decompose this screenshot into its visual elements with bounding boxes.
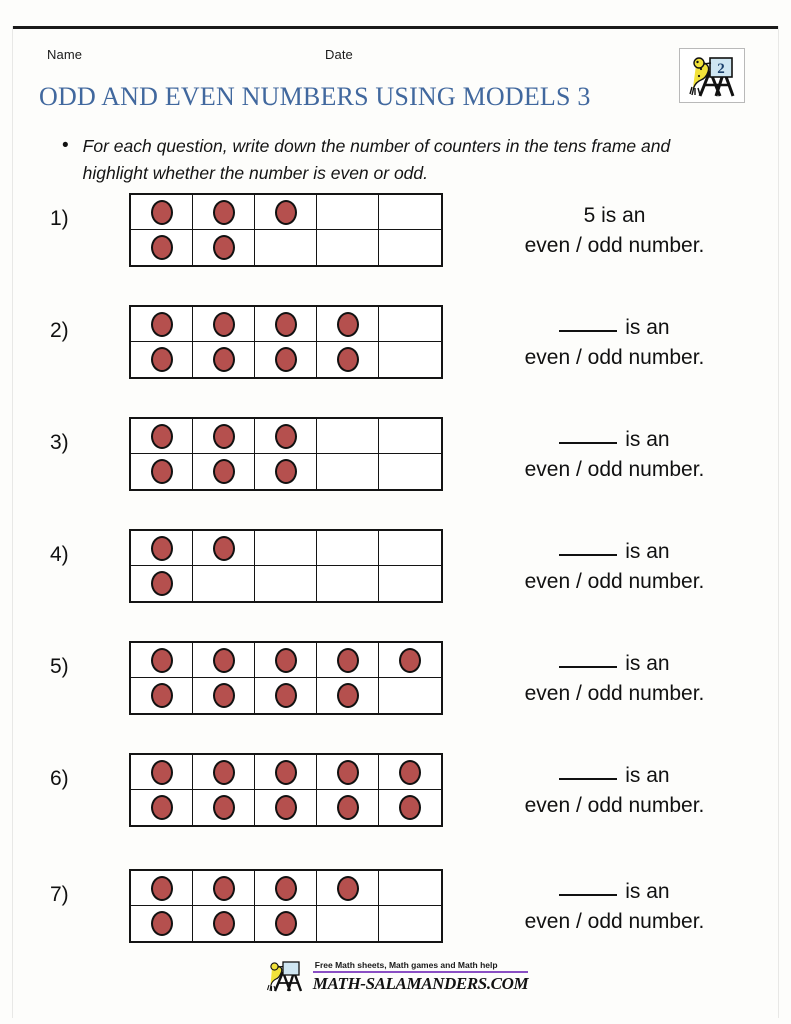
date-field-label: Date: [325, 47, 353, 62]
counter-token: [337, 347, 359, 372]
counter-token: [275, 876, 297, 901]
question-row: [0, 641, 791, 731]
ten-frame-row-top: [131, 195, 441, 230]
ten-frame-cell[interactable]: [379, 790, 441, 825]
counter-token: [213, 347, 235, 372]
question-number: 4): [50, 543, 69, 566]
svg-text:2: 2: [717, 61, 725, 77]
ten-frame: [129, 529, 443, 603]
ten-frame-cell[interactable]: [317, 307, 379, 342]
counter-token: [275, 347, 297, 372]
ten-frame-cell[interactable]: [193, 678, 255, 713]
ten-frame-cell[interactable]: [255, 230, 317, 265]
ten-frame-cell[interactable]: [131, 419, 193, 454]
counter-token: [151, 459, 173, 484]
ten-frame-cell[interactable]: [379, 678, 441, 713]
ten-frame-row-bottom: [131, 678, 441, 713]
ten-frame-cell[interactable]: [379, 307, 441, 342]
counter-token: [337, 683, 359, 708]
ten-frame-cell[interactable]: [131, 531, 193, 566]
ten-frame-cell[interactable]: [255, 790, 317, 825]
question-row: [0, 193, 791, 283]
counter-token: [275, 200, 297, 225]
question-number: 7): [50, 883, 69, 906]
counter-token: [275, 459, 297, 484]
counter-token: [213, 795, 235, 820]
counter-token: [213, 876, 235, 901]
ten-frame-cell[interactable]: [131, 678, 193, 713]
ten-frame-cell[interactable]: [317, 678, 379, 713]
ten-frame-cell[interactable]: [193, 790, 255, 825]
counter-token: [337, 876, 359, 901]
answer-blank[interactable]: [559, 554, 617, 556]
answer-line-1[interactable]: [452, 537, 777, 567]
counter-token: [337, 760, 359, 785]
question-row: [0, 753, 791, 843]
counter-token: [399, 760, 421, 785]
counter-token: [213, 459, 235, 484]
instructions: [62, 133, 742, 187]
ten-frame-cell[interactable]: [193, 195, 255, 230]
ten-frame-cell[interactable]: [379, 643, 441, 678]
counter-token: [275, 648, 297, 673]
ten-frame-row-bottom: [131, 906, 441, 941]
answer-block: [452, 313, 777, 373]
counter-token: [275, 424, 297, 449]
answer-line-2[interactable]: even / odd number.: [524, 910, 705, 933]
ten-frame-cell[interactable]: [379, 871, 441, 906]
ten-frame-cell[interactable]: [379, 454, 441, 489]
ten-frame-cell[interactable]: [317, 871, 379, 906]
ten-frame-cell[interactable]: [255, 454, 317, 489]
counter-token: [275, 683, 297, 708]
counter-token: [213, 911, 235, 936]
answer-suffix: is an: [619, 316, 670, 339]
ten-frame-cell[interactable]: [379, 419, 441, 454]
counter-token: [151, 235, 173, 260]
ten-frame-row-bottom: [131, 454, 441, 489]
page-title: ODD AND EVEN NUMBERS USING MODELS 3: [39, 82, 591, 111]
counter-token: [151, 536, 173, 561]
answer-blank[interactable]: [559, 330, 617, 332]
ten-frame-cell[interactable]: [255, 195, 317, 230]
counter-token: [213, 235, 235, 260]
ten-frame-cell[interactable]: [131, 871, 193, 906]
counter-token: [213, 200, 235, 225]
ten-frame-row-top: [131, 419, 441, 454]
ten-frame-cell[interactable]: [193, 307, 255, 342]
counter-token: [213, 648, 235, 673]
counter-token: [275, 760, 297, 785]
ten-frame-cell[interactable]: [131, 307, 193, 342]
answer-line-2[interactable]: even / odd number.: [524, 570, 705, 593]
answer-block: [452, 877, 777, 937]
counter-token: [213, 683, 235, 708]
question-row: [0, 529, 791, 619]
ten-frame-cell[interactable]: [317, 755, 379, 790]
counter-token: [213, 760, 235, 785]
ten-frame-cell[interactable]: [193, 755, 255, 790]
ten-frame-cell[interactable]: [317, 566, 379, 601]
counter-token: [151, 876, 173, 901]
ten-frame-cell[interactable]: [317, 195, 379, 230]
ten-frame-cell[interactable]: [131, 790, 193, 825]
ten-frame-row-bottom: [131, 790, 441, 825]
ten-frame-cell[interactable]: [131, 454, 193, 489]
counter-token: [151, 760, 173, 785]
answer-block: [452, 201, 777, 261]
bullet-icon: •: [62, 135, 69, 156]
counter-token: [275, 911, 297, 936]
counter-token: [151, 683, 173, 708]
answer-suffix: is an: [619, 428, 670, 451]
ten-frame: [129, 417, 443, 491]
answer-block: [452, 425, 777, 485]
counter-token: [275, 312, 297, 337]
ten-frame-cell[interactable]: [193, 643, 255, 678]
ten-frame-cell[interactable]: [317, 643, 379, 678]
answer-suffix: is an: [619, 652, 670, 675]
ten-frame-cell[interactable]: [131, 342, 193, 377]
ten-frame-cell[interactable]: [379, 906, 441, 941]
ten-frame-row-bottom: [131, 342, 441, 377]
counter-token: [151, 571, 173, 596]
ten-frame-cell[interactable]: [379, 230, 441, 265]
ten-frame-cell[interactable]: [317, 454, 379, 489]
question-number: 3): [50, 431, 69, 454]
ten-frame-cell[interactable]: [255, 531, 317, 566]
answer-line-2[interactable]: even / odd number.: [524, 682, 705, 705]
answer-line-2[interactable]: even / odd number.: [524, 234, 705, 257]
answer-blank[interactable]: [559, 778, 617, 780]
ten-frame-cell[interactable]: [255, 342, 317, 377]
ten-frame-cell[interactable]: [255, 566, 317, 601]
ten-frame-cell[interactable]: [379, 755, 441, 790]
ten-frame-cell[interactable]: [317, 419, 379, 454]
ten-frame-row-top: [131, 531, 441, 566]
salamander-easel-icon: [263, 958, 309, 999]
ten-frame: [129, 869, 443, 943]
counter-token: [337, 312, 359, 337]
ten-frame-cell[interactable]: [317, 790, 379, 825]
ten-frame-cell[interactable]: [379, 342, 441, 377]
ten-frame-row-bottom: [131, 230, 441, 265]
instructions-text: For each question, write down the number of counters in the tens frame and highlight whether the number is even or odd.: [82, 136, 671, 183]
ten-frame-cell[interactable]: [193, 454, 255, 489]
ten-frame-row-bottom: [131, 566, 441, 601]
ten-frame: [129, 305, 443, 379]
ten-frame-cell[interactable]: [317, 342, 379, 377]
ten-frame-row-top: [131, 643, 441, 678]
counter-token: [151, 200, 173, 225]
ten-frame: [129, 753, 443, 827]
ten-frame-cell[interactable]: [131, 566, 193, 601]
ten-frame-cell[interactable]: [255, 643, 317, 678]
footer-tagline: Free Math sheets, Math games and Math help: [313, 958, 528, 973]
question-number: 6): [50, 767, 69, 790]
counter-token: [213, 312, 235, 337]
answer-line-1[interactable]: 5 is an: [583, 204, 646, 227]
counter-token: [399, 648, 421, 673]
counter-token: [337, 795, 359, 820]
answer-line-2[interactable]: even / odd number.: [524, 458, 705, 481]
ten-frame-row-top: [131, 307, 441, 342]
ten-frame-cell[interactable]: [255, 871, 317, 906]
answer-line-1[interactable]: [452, 649, 777, 679]
ten-frame-cell[interactable]: [131, 195, 193, 230]
counter-token: [399, 795, 421, 820]
answer-line-2[interactable]: even / odd number.: [524, 794, 705, 817]
question-row: [0, 417, 791, 507]
ten-frame-cell[interactable]: [131, 906, 193, 941]
counter-token: [213, 536, 235, 561]
ten-frame-cell[interactable]: [193, 566, 255, 601]
counter-token: [151, 347, 173, 372]
ten-frame-cell[interactable]: [317, 531, 379, 566]
ten-frame-row-top: [131, 871, 441, 906]
ten-frame-cell[interactable]: [255, 755, 317, 790]
ten-frame-cell[interactable]: [255, 678, 317, 713]
question-number: 5): [50, 655, 69, 678]
ten-frame-cell[interactable]: [317, 230, 379, 265]
ten-frame-cell[interactable]: [131, 230, 193, 265]
ten-frame-row-top: [131, 755, 441, 790]
ten-frame-cell[interactable]: [193, 531, 255, 566]
ten-frame-cell[interactable]: [193, 419, 255, 454]
answer-block: [452, 537, 777, 597]
answer-blank[interactable]: [559, 442, 617, 444]
ten-frame-cell[interactable]: [379, 195, 441, 230]
ten-frame-cell[interactable]: [193, 342, 255, 377]
counter-token: [151, 312, 173, 337]
answer-suffix: is an: [619, 540, 670, 563]
name-field-label: Name: [47, 47, 83, 62]
answer-line-1[interactable]: [452, 313, 777, 343]
answer-block: [452, 649, 777, 709]
answer-blank[interactable]: [559, 894, 617, 896]
question-row: [0, 305, 791, 395]
ten-frame-cell[interactable]: [131, 755, 193, 790]
counter-token: [213, 424, 235, 449]
ten-frame-cell[interactable]: [379, 531, 441, 566]
ten-frame-cell[interactable]: [131, 643, 193, 678]
counter-token: [151, 424, 173, 449]
ten-frame-cell[interactable]: [317, 906, 379, 941]
question-number: 1): [50, 207, 69, 230]
answer-line-1[interactable]: [452, 761, 777, 791]
answer-suffix: is an: [619, 764, 670, 787]
answer-block: [452, 761, 777, 821]
ten-frame-cell[interactable]: [193, 871, 255, 906]
salamander-easel-icon: [679, 48, 745, 103]
answer-line-2[interactable]: even / odd number.: [524, 346, 705, 369]
ten-frame: [129, 193, 443, 267]
counter-token: [275, 795, 297, 820]
ten-frame-cell[interactable]: [193, 906, 255, 941]
question-number: 2): [50, 319, 69, 342]
counter-token: [151, 648, 173, 673]
answer-line-1[interactable]: [452, 425, 777, 455]
ten-frame-cell[interactable]: [255, 419, 317, 454]
page-top-rule: [12, 26, 779, 29]
ten-frame-cell[interactable]: [255, 307, 317, 342]
answer-line-1[interactable]: [452, 877, 777, 907]
ten-frame-cell[interactable]: [193, 230, 255, 265]
counter-token: [151, 795, 173, 820]
ten-frame-cell[interactable]: [379, 566, 441, 601]
answer-suffix: is an: [619, 880, 670, 903]
counter-token: [151, 911, 173, 936]
question-row: [0, 869, 791, 959]
answer-blank[interactable]: [559, 666, 617, 668]
footer: [0, 958, 791, 999]
ten-frame: [129, 641, 443, 715]
counter-token: [337, 648, 359, 673]
footer-domain[interactable]: MATH-SALAMANDERS.COM: [312, 974, 529, 993]
ten-frame-cell[interactable]: [255, 906, 317, 941]
